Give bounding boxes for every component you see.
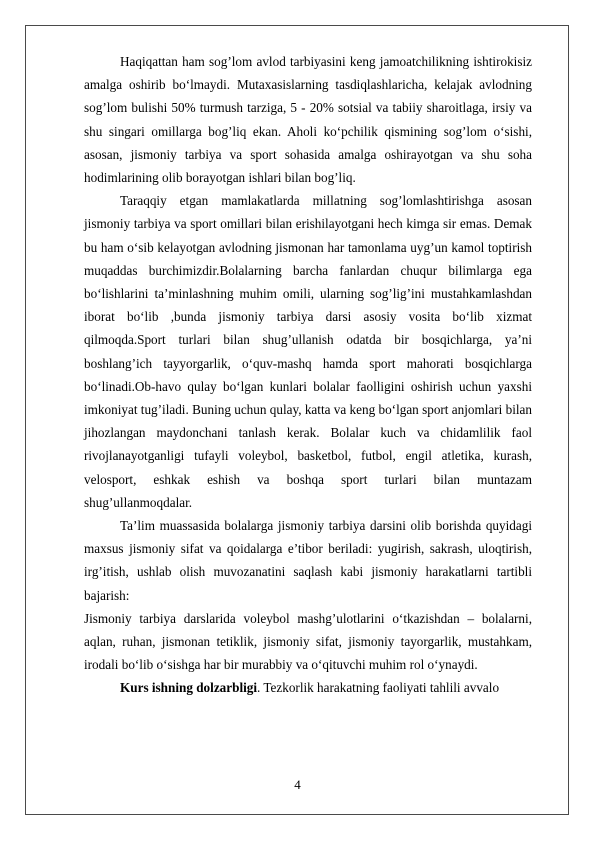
document-body	[84, 50, 532, 700]
relevance-text: . Tezkorlik harakatning faoliyati tahlili avvalo	[257, 680, 500, 696]
relevance-heading: Kurs ishning dolzarbligi	[120, 680, 258, 696]
paragraph-healthy-generation: Haqiqattan ham sog’lom avlod tarbiyasini keng jamoatchilikning ishtirokisiz amalga oshirib bo‘lmaydi. Mutaxasislarning tasdiqlashlaricha, kelajak avlodning sog’lom bulishi 50% turmush tarziga, 5 - 20% sotsial va tabiiy sharoitlaga, irsiy va shu singari omillarga bog’liq ekan. Aholi ko‘pchilik qismining sog’lom o‘sishi, asosan, jismoniy tarbiya va sport sohasida amalga oshirayotgan va shu soha hodimlarining olib borayotgan ishlari bilan bog’liq.	[84, 54, 532, 186]
paragraph-relevance	[84, 676, 532, 699]
page-number: 4	[294, 777, 301, 792]
paragraph-developed-countries: Taraqqiy etgan mamlakatlarda millatning sog’lomlashtirishga asosan jismoniy tarbiya va sport omillari bilan erishilayotgani hech kimga sir emas. Demak bu ham o‘sib kelayotgan avlodning jismonan har tamonlama uyg’un kamol toptirish muqaddas burchimizdir.Bolalarning barcha fanlardan chuqur bilimlarga ega bo‘lishlarini ta’minlashning muhim omili, ularning sog’lig’ini mustahkamlashdan iborat bo‘lib ,bunda jismoniy tarbiya darsi asosiy vosita bo‘lib xizmat qilmoqda.Sport turlari bilan shug’ullanish odatda bir bosqichlarga, ya’ni boshlang’ich tayyorgarlik, o‘quv-mashq hamda sport mahorati bosqichlarga bo‘linadi.Ob-havo qulay bo‘lgan kunlari bolalar faolligini oshirish uchun yaxshi imkoniyat tug’iladi. Buning uchun qulay, katta va keng bo‘lgan sport anjomlari bilan jihozlangan maydonchani tanlash kerak. Bolalar kuch va chidamlilik faol rivojlanayotganligi tufayli voleybol, basketbol, futbol, engil atletika, kurash, velosport, eshkak eshish va boshqa sport turlari bilan muntazam shug’ullanmoqdalar.	[84, 193, 532, 510]
paragraph-volleyball-lessons: Jismoniy tarbiya darslarida voleybol mashg’ulotlarini o‘tkazishdan – bolalarni, aqlan, ruhan, jismonan tetiklik, jismoniy sifat, jismoniy tayorgarlik, mustahkam, irodali bo‘lib o‘sishga har bir murabbiy va o‘qituvchi muhim rol o‘ynaydi.	[84, 610, 532, 673]
paragraph-education-institution: Ta’lim muassasida bolalarga jismoniy tarbiya darsini olib borishda quyidagi maxsus jismoniy sifat va qoidalarga e’tibor beriladi: yugirish, sakrash, uloqtirish, irg’itish, ushlab olish muvozanatini saqlash kabi jismoniy harakatlarni tartibli bajarish:	[84, 518, 532, 603]
